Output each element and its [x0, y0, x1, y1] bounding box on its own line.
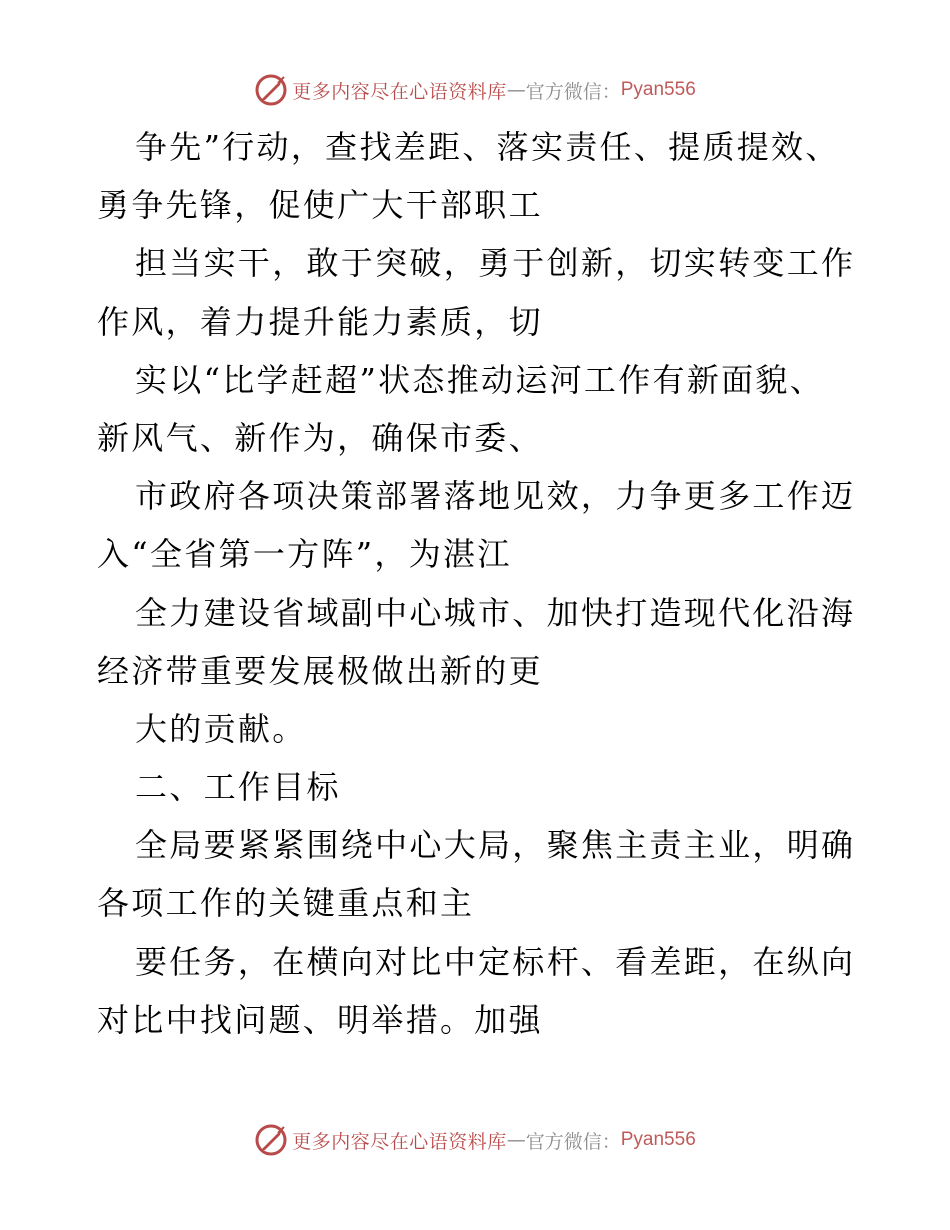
paragraph-line: 大的贡献。: [135, 709, 307, 748]
section-heading: 二、工作目标: [135, 768, 341, 807]
paragraph-line: 要任务，在横向对比中定标杆、看差距，在纵向: [135, 942, 856, 981]
header-watermark: [0, 70, 950, 110]
paragraph-line: 入“全省第一方阵”，为湛江: [97, 535, 512, 574]
watermark-official-label: 官方微信：: [525, 80, 621, 103]
paragraph-line: 全局要紧紧围绕中心大局，聚焦主责主业，明确: [135, 826, 856, 865]
paragraph-line: 各项工作的关键重点和主: [97, 884, 475, 923]
watermark-text: 更多内容尽在心语资料库: [292, 1130, 507, 1153]
quill-pen-circle-icon: [254, 1123, 288, 1157]
quill-pen-circle-icon: [254, 73, 288, 107]
paragraph-line: 作风，着力提升能力素质，切: [97, 302, 543, 341]
document-body: [97, 118, 857, 1049]
paragraph-line: 新风气、新作为，确保市委、: [97, 418, 543, 457]
paragraph-line: 担当实干，敢于突破，勇于创新，切实转变工作: [135, 244, 856, 283]
watermark-wechat-id: Pyan556: [620, 79, 696, 100]
paragraph-line: 勇争先锋，促使广大干部职工: [97, 186, 543, 225]
paragraph-line: 争先”行动，查找差距、落实责任、提质提效、: [135, 128, 840, 166]
watermark-text: 更多内容尽在心语资料库: [292, 80, 507, 103]
watermark-dash: —: [506, 1129, 526, 1151]
watermark-official-label: 官方微信：: [525, 1130, 621, 1153]
paragraph-line: 全力建设省域副中心城市、加快打造现代化沿海: [135, 593, 856, 632]
paragraph-line: 对比中找问题、明举措。加强: [97, 1000, 543, 1039]
watermark-dash: —: [506, 79, 526, 101]
paragraph-line: 市政府各项决策部署落地见效，力争更多工作迈: [135, 477, 856, 516]
watermark-wechat-id: Pyan556: [620, 1129, 696, 1150]
paragraph-line: 经济带重要发展极做出新的更: [97, 651, 543, 690]
footer-watermark: [0, 1120, 950, 1160]
paragraph-line: 实以“比学赶超”状态推动运河工作有新面貌、: [135, 360, 825, 399]
